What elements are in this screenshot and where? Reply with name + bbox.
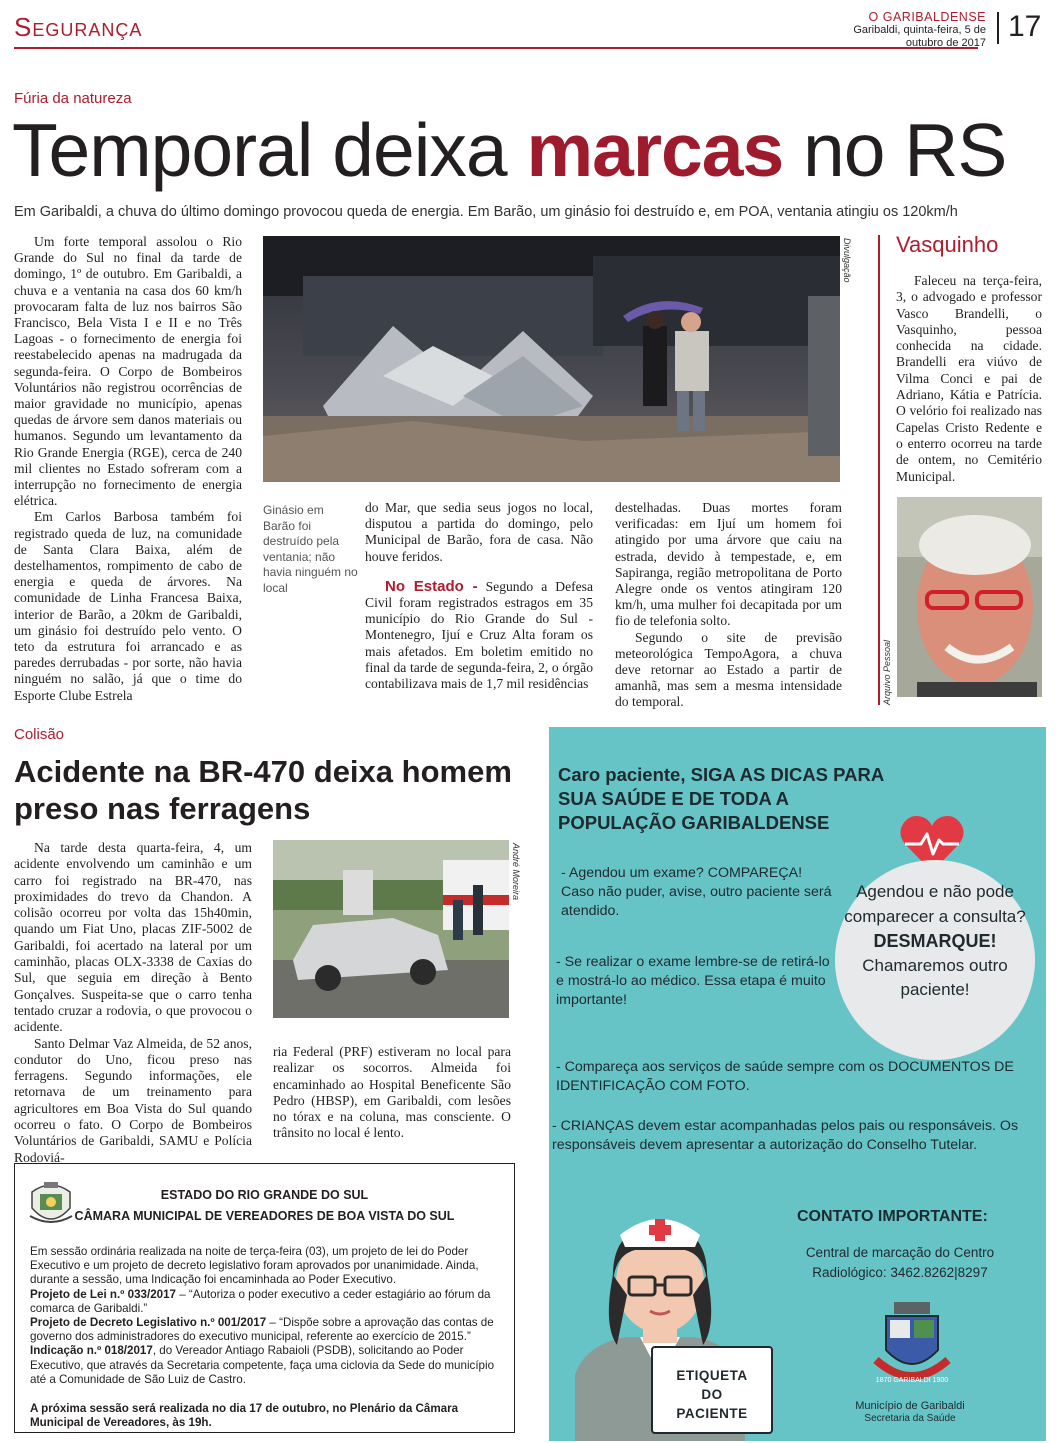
notice-item-text: – “Autoriza o poder executivo a ceder estagiário ao fórum da comarca de Garibaldi.” xyxy=(30,1287,491,1315)
headline-part: Temporal deixa xyxy=(12,108,527,192)
notice-item-label: Projeto de Decreto Legislativo n.º 001/2017 xyxy=(30,1316,267,1330)
callout-question: Agendou e não pode comparecer a consulta? xyxy=(844,882,1026,926)
obituary-paragraph: Faleceu na terça-feira, 3, o advogado e professor Vasco Brandelli, o Vasquinho, pessoa conhecida na cidade. Brandelli era viúvo de Vilma Conci e pai de Adriano, Kátia e Patrícia. O velório foi realizado nas Capelas Cristo Redente e o enterro ocorreu na tarde de ontem, no Cemitério Municipal. xyxy=(896,273,1042,484)
article-paragraph: ria Federal (PRF) estiveram no local para realizar os socorros. Almeida foi encaminhado ao Hospital Beneficente São Pedro (HBSP), em Garibaldi, com lesões no tórax e na coluna, mas consciente. O trânsito no local é lento. xyxy=(273,1044,511,1141)
article-column xyxy=(273,1044,511,1142)
tag-line: PACIENTE xyxy=(676,1406,748,1421)
portrait-photo xyxy=(897,497,1042,697)
article-paragraph: Na tarde desta quarta-feira, 4, um acidente envolvendo um caminhão e um carro foi registrado na BR-470, nas proximidades do trevo da Chandon. A colisão ocorreu por volta das 15h40min, quando um Fiat Uno, placas ZIF-5002 de Garibaldi, foi acertado na lateral por um caminhão, placas OLX-3338 de Caxias do Sul, que seguia em direção à Bento Gonçalves. Suspeita-se que o carro tenha tentado cruzar a rodovia, o que provocou o acidente. xyxy=(14,840,252,1035)
callout-note: Chamaremos outro paciente! xyxy=(862,955,1008,999)
photo-credit: André Moreira xyxy=(511,843,521,901)
contact-info: Central de marcação do Centro Radiológico: 3462.8262|8297 xyxy=(805,1245,995,1280)
photo-credit: Divulgação xyxy=(842,238,852,283)
newspaper-name: O GARIBALDENSE xyxy=(868,10,986,24)
notice-title: ESTADO DO RIO GRANDE DO SUL xyxy=(160,1188,369,1202)
storm-damage-image xyxy=(263,236,840,482)
notice-item xyxy=(30,1344,508,1387)
article-paragraph: Em Carlos Barbosa também foi registrado queda de luz, na comunidade de Santa Clara Baixa, além de destelhamentos, rompimento de cabo de energia e queda de árvores. Na comunidade de Linha Francesa Baixa, interior de Barão, a 20km de Garibaldi, um ginásio foi destruído pelo vento. O teto da estrutura foi arrancado e as paredes derrubadas - por sorte, não havia ninguém no salão, já que o time do Esporte Clube Estrela xyxy=(14,509,242,703)
notice-item xyxy=(30,1316,508,1344)
ad-callout-text xyxy=(835,880,1035,1003)
municipal-crest-icon xyxy=(872,1300,952,1392)
portrait-image xyxy=(897,497,1042,697)
notice-item-text: – “Dispõe sobre a aprovação das contas de governo dos administradores do executivo municipal, referente ao exercício de 2015.” xyxy=(30,1316,494,1344)
obituary-text xyxy=(896,273,1042,485)
article-paragraph: destelhadas. Duas mortes foram verificadas: em Ijuí um homem foi atingido por uma árvore que caiu na estrada, devido à tempestade, e, em Sapiranga, região metropolitana de Porto Alegre onde os ventos atingiram 120 km/h, uma mulher foi decapitada por um fio de telefonia solto. xyxy=(615,500,842,629)
notice-item-label: Projeto de Lei n.º 033/2017 xyxy=(30,1287,176,1301)
accident-image xyxy=(273,840,509,1018)
article-column xyxy=(365,500,593,692)
health-department: Secretaria da Saúde xyxy=(864,1413,956,1424)
headline-part: no RS xyxy=(783,108,1007,192)
article-paragraph: do Mar, que sedia seus jogos no local, disputou a partida do domingo, pelo Municipal de Barão, fora de casa. Não houve feridos. xyxy=(365,500,593,564)
section-title: Segurança xyxy=(14,12,143,42)
story-kicker: Fúria da natureza xyxy=(14,90,132,107)
ad-tip: - Compareça aos serviços de saúde sempre com os DOCUMENTOS DE IDENTIFICAÇÃO COM FOTO. xyxy=(556,1059,1014,1094)
notice-item-text: , do Vereador Antiago Rabaioli (PSDB), solicitando ao Poder Executivo, que através da Secretaria competente, faça uma ciclovia da Sede do município até a Comunidade de São Luiz de Castro. xyxy=(30,1344,495,1386)
patient-tag-text xyxy=(651,1366,773,1423)
ad-tip: - Agendou um exame? COMPAREÇA! Caso não puder, avise, outro paciente será atendido. xyxy=(561,865,832,919)
article-column xyxy=(615,500,842,711)
header-rule xyxy=(14,47,978,49)
notice-item-label: Indicação n.º 018/2017 xyxy=(30,1344,153,1358)
notice-intro: Em sessão ordinária realizada na noite de terça-feira (03), um projeto de lei do Poder Executivo e um projeto de decreto legislativo foram aprovados por unanimidade. Ainda, durante a sessão, uma Indicação foi encaminhada ao Poder Executivo. xyxy=(30,1245,479,1287)
story-headline xyxy=(12,108,1006,192)
page-number-divider xyxy=(997,12,999,44)
contact-title: CONTATO IMPORTANTE: xyxy=(797,1208,988,1225)
notice-body xyxy=(30,1245,508,1387)
headline-highlight: marcas xyxy=(526,108,784,192)
municipality-name: Município de Garibaldi xyxy=(855,1400,965,1412)
photo-credit: Arquivo Pessoal xyxy=(882,640,892,706)
storm-damage-photo xyxy=(263,236,840,482)
ad-tip: - Se realizar o exame lembre-se de retirá-lo e mostrá-lo ao médico. Essa etapa é muito importante! xyxy=(556,954,830,1008)
notice-item xyxy=(30,1288,508,1316)
article-column xyxy=(14,234,242,704)
photo-caption: Ginásio em Barão foi destruído pela ventania; não havia ninguém no local xyxy=(263,503,358,595)
accident-photo xyxy=(273,840,509,1018)
page-number: 17 xyxy=(1008,10,1042,43)
notice-subtitle: CÂMARA MUNICIPAL DE VEREADORES DE BOA VISTA DO SUL xyxy=(74,1209,455,1223)
tag-line: ETIQUETA xyxy=(676,1368,748,1383)
tag-line: DO xyxy=(701,1387,723,1402)
article-paragraph: Santo Delmar Vaz Almeida, de 52 anos, condutor do Uno, ficou preso nas ferragens. Segundo informações, ele retornava de um treinamento para agricultores em Boa Vista do Sul quando ocorreu o fato. O Corpo de Bombeiros Voluntários de Garibaldi, SAMU e Polícia Rodoviá- xyxy=(14,1035,252,1165)
article-paragraph: Segundo o site de previsão meteorológica TempoAgora, a chuva deve retornar ao Estado a partir de amanhã, mas sem a mesma intensidade do temporal. xyxy=(615,629,842,710)
article-paragraph: Um forte temporal assolou o Rio Grande do Sul no final da tarde de domingo, 1º de outubro. Em Garibaldi, a chuva e a ventania na casa dos 60 km/h provocaram falta de luz nos bairros São Francisco, Bela Vista I e II e no Três Lagoas - o fornecimento de energia foi reestabelecido apenas na madrugada da segunda-feira. O Corpo de Bombeiros Voluntários não registrou ocorrências de maior gravidade no município, apenas quedas de árvore sem danos materiais ou humanos. Segundo um levantamento da Rio Grande Energia (RGE), cerca de 240 mil clientes no Estado sofreram com a interrupção no fornecimento de energia elétrica. xyxy=(14,234,242,509)
story-headline: Acidente na BR-470 deixa homem preso nas ferragens xyxy=(14,754,512,826)
ad-headline: Caro paciente, SIGA AS DICAS PARA SUA SAÚDE E DE TODA A POPULAÇÃO GARIBALDENSE xyxy=(558,764,884,833)
ad-tip: - CRIANÇAS devem estar acompanhadas pelos pais ou responsáveis. Os responsáveis devem apresentar a autorização do Conselho Tutelar. xyxy=(552,1118,1019,1153)
sidebar-title: Vasquinho xyxy=(896,232,999,257)
crest-motto: 1870 GARIBALDI 1900 xyxy=(875,1377,949,1384)
article-paragraph xyxy=(365,579,593,692)
article-column xyxy=(14,840,252,1166)
notice-next-session: A próxima sessão será realizada no dia 17 de outubro, no Plenário da Câmara Municipal de Vereadores, às 19h. xyxy=(30,1402,459,1429)
callout-emphasis: DESMARQUE! xyxy=(873,931,997,951)
paragraph-text: Segundo a Defesa Civil foram registrados estragos em 35 município do Rio Grande do Sul - Montenegro, Ijuí e Cruz Alta foram os mais afetados. Em boletim emitido no final da tarde de segunda-feira, 2, o órgão contabilizava mais de 1,7 mil residências xyxy=(365,578,594,692)
story-kicker: Colisão xyxy=(14,726,65,743)
sidebar-rule xyxy=(878,235,880,705)
edition-date: Garibaldi, quinta-feira, 5 de outubro de 2017 xyxy=(853,24,986,49)
story-deck: Em Garibaldi, a chuva do último domingo provocou queda de energia. Em Barão, um ginásio foi destruído e, em POA, ventania atingiu os 120km/h xyxy=(14,204,958,220)
subheading: No Estado - xyxy=(385,577,478,595)
